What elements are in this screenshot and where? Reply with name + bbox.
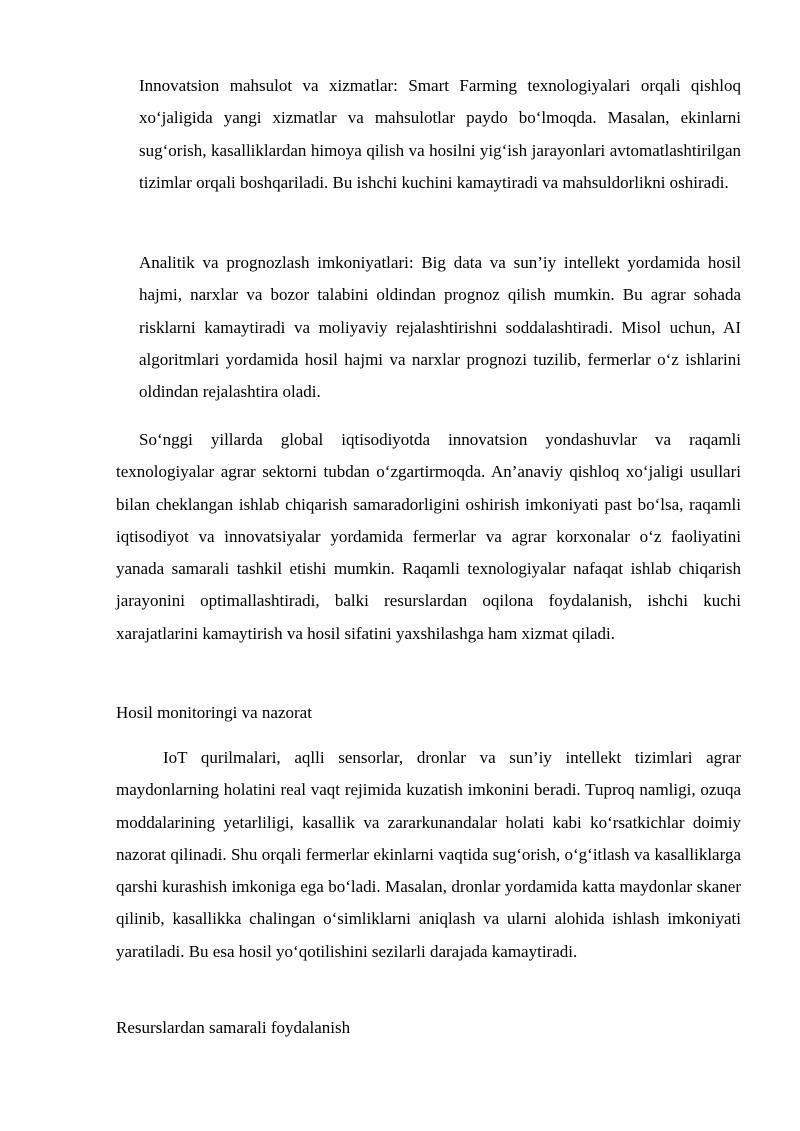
heading-resource-efficiency: Resurslardan samarali foydalanish bbox=[116, 1018, 351, 1037]
paragraph-recent-years: So‘nggi yillarda global iqtisodiyotda innovatsion yondashuvlar va raqamli texnologiyalar agrar sektorni tubdan o‘zgartirmoqda. An’anaviy qishloq xo‘jaligi usullari bilan cheklangan ishlab chiqarish samaradorligini oshirish imkoniyati past bo‘lsa, raqamli iqtisodiyot va innovatsiyalar yordamida fermerlar va agrar korxonalar o‘z faoliyatini yanada samarali tashkil etishi mumkin. Raqamli texnologiyalar nafaqat ishlab chiqarish jarayonini optimallashtiradi, balki resurslardan oqilona foydalanish, ishchi kuchi xarajatlarini kamaytirish va hosil sifatini yaxshilashga ham xizmat qiladi. bbox=[116, 430, 741, 643]
paragraph-analytics: Analitik va prognozlash imkoniyatlari: Big data va sun’iy intellekt yordamida hosil hajmi, narxlar va bozor talabini oldindan prognoz qilish mumkin. Bu agrar sohada risklarni kamaytiradi va moliyaviy rejalashtirishni soddalashtiradi. Misol uchun, AI algoritmlari yordamida hosil hajmi va narxlar prognozi tuzilib, fermerlar o‘z ishlarini oldindan rejalashtira oladi. bbox=[139, 253, 741, 402]
paragraph-iot-monitoring: IoT qurilmalari, aqlli sensorlar, dronlar va sun’iy intellekt tizimlari agrar maydonlarning holatini real vaqt rejimida kuzatish imkonini beradi. Tuproq namligi, ozuqa moddalarining yetarliligi, kasallik va zararkunandalar holati kabi ko‘rsatkichlar doimiy nazorat qilinadi. Shu orqali fermerlar ekinlarni vaqtida sug‘orish, o‘g‘itlash va kasalliklarga qarshi kurashish imkoniga ega bo‘ladi. Masalan, dronlar yordamida katta maydonlar skaner qilinib, kasallikka chalingan o‘simliklarni aniqlash va ularni alohida ishlash imkoniyati yaratiladi. Bu esa hosil yo‘qotilishini sezilarli darajada kamaytiradi. bbox=[116, 748, 741, 961]
heading-crop-monitoring: Hosil monitoringi va nazorat bbox=[116, 703, 312, 722]
paragraph-innovative-products: Innovatsion mahsulot va xizmatlar: Smart Farming texnologiyalari orqali qishloq xo‘jaligida yangi xizmatlar va mahsulotlar paydo bo‘lmoqda. Masalan, ekinlarni sug‘orish, kasalliklardan himoya qilish va hosilni yig‘ish jarayonlari avtomatlashtirilgan tizimlar orqali boshqariladi. Bu ishchi kuchini kamaytiradi va mahsuldorlikni oshiradi. bbox=[139, 76, 741, 192]
